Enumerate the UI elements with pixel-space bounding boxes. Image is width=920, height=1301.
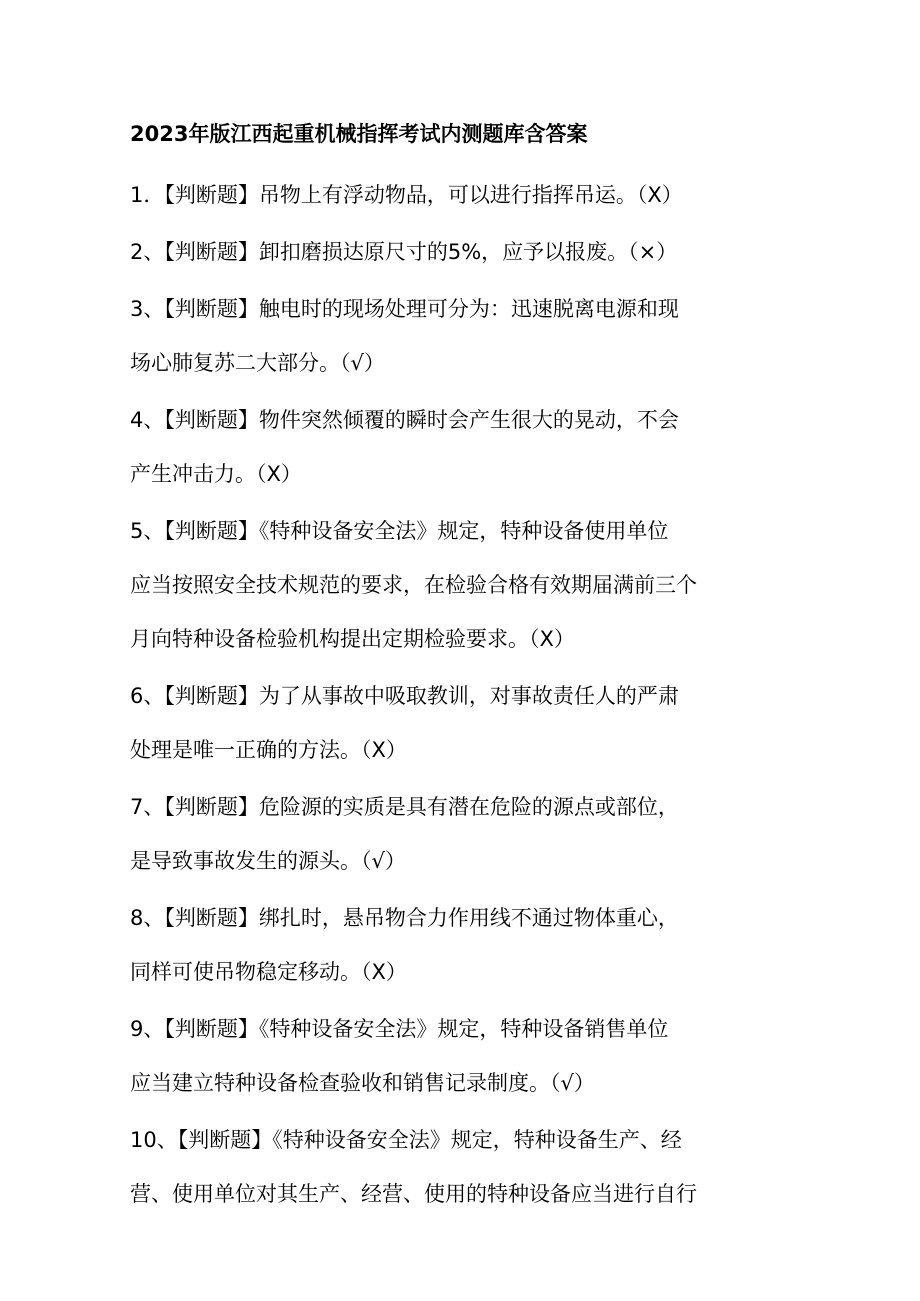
question-item-1 (130, 168, 800, 222)
question-line: 应当建立特种设备检查验收和销售记录制度。（√） (130, 1071, 595, 1095)
question-text (130, 1113, 800, 1221)
question-line: 产生冲击力。（X） (130, 462, 302, 486)
question-line: 3、【判断题】触电时的现场处理可分为：迅速脱离电源和现 (130, 297, 679, 321)
question-line: 同样可使吊物稳定移动。（X） (130, 960, 407, 984)
question-line: 8、【判断题】绑扎时，悬吊物合力作用线不通过物体重心， (130, 906, 679, 930)
question-line: 5、【判断题】《特种设备安全法》规定，特种设备使用单位 (130, 519, 669, 543)
question-text (130, 669, 800, 777)
question-item-7 (130, 780, 800, 888)
question-line: 应当按照安全技术规范的要求，在检验合格有效期届满前三个 (130, 573, 697, 597)
question-item-6 (130, 669, 800, 777)
question-item-5 (130, 504, 800, 666)
question-text (130, 168, 800, 222)
question-line: 营、使用单位对其生产、经营、使用的特种设备应当进行自行 (130, 1182, 697, 1206)
question-text (130, 225, 800, 279)
question-line: 9、【判断题】《特种设备安全法》规定，特种设备销售单位 (130, 1017, 669, 1041)
document-title: 2023年版江西起重机械指挥考试内测题库含答案 (130, 122, 588, 146)
question-line: 6、【判断题】为了从事故中吸取教训，对事故责任人的严肃 (130, 684, 679, 708)
question-line: 2、【判断题】卸扣磨损达原尺寸的5%，应予以报废。（×） (130, 240, 678, 264)
document-page (130, 114, 800, 1221)
question-line: 是导致事故发生的源头。（√） (130, 849, 406, 873)
question-text (130, 780, 800, 888)
question-text (130, 1002, 800, 1110)
question-item-10 (130, 1113, 800, 1221)
question-item-8 (130, 891, 800, 999)
question-line: 处理是唯一正确的方法。（X） (130, 738, 407, 762)
question-line: 4、【判断题】物件突然倾覆的瞬时会产生很大的晃动，不会 (130, 408, 679, 432)
question-line: 月向特种设备检验机构提出定期检验要求。（X） (130, 627, 575, 651)
question-line: 7、【判断题】危险源的实质是具有潜在危险的源点或部位， (130, 795, 679, 819)
question-item-4 (130, 393, 800, 501)
question-item-3 (130, 282, 800, 390)
question-text (130, 504, 800, 666)
question-line: 场心肺复苏二大部分。（√） (130, 351, 385, 375)
question-text (130, 282, 800, 390)
question-text (130, 891, 800, 999)
question-line: 1．【判断题】吊物上有浮动物品，可以进行指挥吊运。（X） (130, 183, 683, 207)
question-item-2 (130, 225, 800, 279)
question-line: 10、【判断题】《特种设备安全法》规定，特种设备生产、经 (130, 1128, 682, 1152)
question-item-9 (130, 1002, 800, 1110)
question-text (130, 393, 800, 501)
